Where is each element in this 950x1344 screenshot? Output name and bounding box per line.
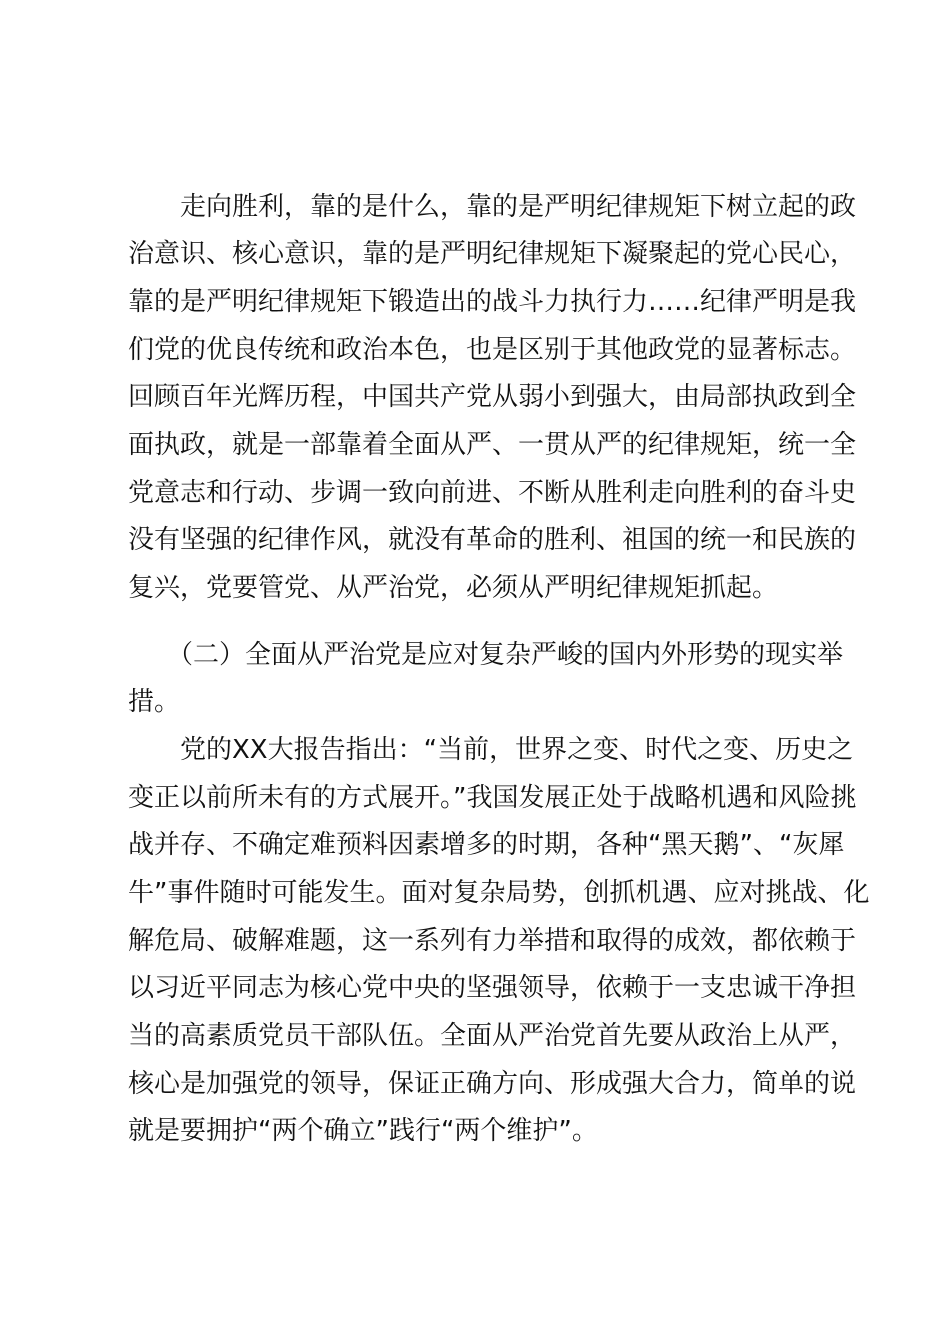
paragraph-3-line-9: 就是要拥护“两个确立”践行“两个维护”。 (128, 1116, 598, 1146)
paragraph-1-line-6: 面执政，就是一部靠着全面从严、一贯从严的纪律规矩，统一全 (128, 430, 857, 460)
paragraph-3-line-6: 以习近平同志为核心党中央的坚强领导，依赖于一支忠诚干净担 (128, 973, 857, 1003)
paragraph-3-line-5: 解危局、破解难题，这一系列有力举措和取得的成效，都依赖于 (128, 926, 857, 956)
paragraph-3-line-1: 党的XX大报告指出：“当前，世界之变、时代之变、历史之 (128, 735, 854, 765)
paragraph-1-line-8: 没有坚强的纪律作风，就没有革命的胜利、祖国的统一和民族的 (128, 525, 857, 555)
paragraph-1-line-1: 走向胜利，靠的是什么，靠的是严明纪律规矩下树立起的政 (128, 192, 857, 222)
paragraph-3-line-3: 战并存、不确定难预料因素增多的时期，各种“黑天鹅”、“灰犀 (128, 830, 845, 860)
paragraph-1-line-4: 们党的优良传统和政治本色，也是区别于其他政党的显著标志。 (128, 335, 857, 365)
paragraph-1-line-7: 党意志和行动、步调一致向前进、不断从胜利走向胜利的奋斗史 (128, 478, 857, 508)
paragraph-3-line-2: 变正以前所未有的方式展开。”我国发展正处于战略机遇和风险挑 (128, 783, 857, 813)
paragraph-1-line-2: 治意识、核心意识，靠的是严明纪律规矩下凝聚起的党心民心， (128, 239, 857, 269)
section-heading-line-1: （二）全面从严治党是应对复杂严峻的国内外形势的现实举 (128, 640, 844, 670)
paragraph-3-line-7: 当的高素质党员干部队伍。全面从严治党首先要从政治上从严， (128, 1021, 857, 1051)
paragraph-1-line-9: 复兴，党要管党、从严治党，必须从严明纪律规矩抓起。 (128, 573, 779, 603)
paragraph-3-line-4: 牛”事件随时可能发生。面对复杂局势，创抓机遇、应对挑战、化 (128, 878, 870, 908)
section-heading-line-2: 措。 (128, 687, 181, 717)
paragraph-1-line-3: 靠的是严明纪律规矩下锻造出的战斗力执行力……纪律严明是我 (128, 287, 857, 317)
paragraph-3-line-8: 核心是加强党的领导，保证正确方向、形成强大合力，简单的说 (128, 1069, 857, 1099)
paragraph-1-line-5: 回顾百年光辉历程，中国共产党从弱小到强大，由局部执政到全 (128, 382, 857, 412)
